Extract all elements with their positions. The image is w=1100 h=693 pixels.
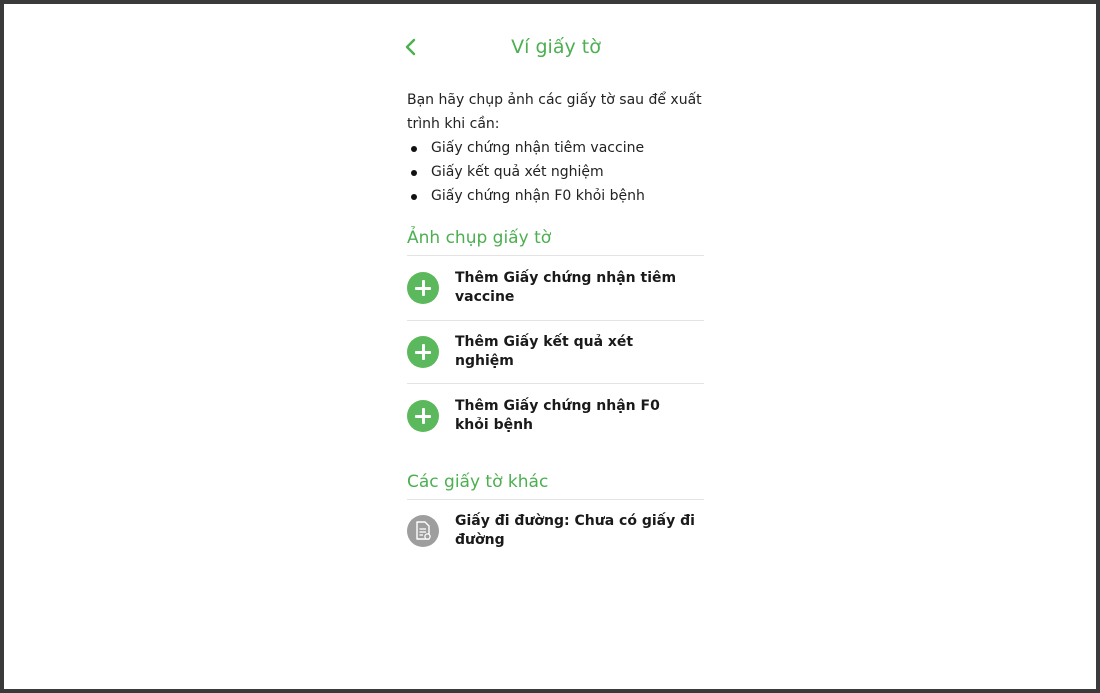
plus-circle-icon <box>407 336 439 368</box>
photos-section-title: Ảnh chụp giấy tờ <box>407 228 552 248</box>
list-item: Giấy chứng nhận tiêm vaccine <box>407 136 716 160</box>
plus-circle-icon <box>407 400 439 432</box>
required-docs-list <box>396 136 716 208</box>
travel-permit-label: Giấy đi đường: Chưa có giấy đi đường <box>455 513 695 548</box>
list-item: Giấy kết quả xét nghiệm <box>407 160 716 184</box>
list-item: Giấy chứng nhận F0 khỏi bệnh <box>407 184 716 208</box>
other-docs-section-title: Các giấy tờ khác <box>407 472 549 492</box>
add-test-result-label: Thêm Giấy kết quả xét nghiệm <box>455 334 634 369</box>
add-f0-recovery-certificate-button[interactable] <box>407 384 704 448</box>
intro-text: Bạn hãy chụp ảnh các giấy tờ sau để xuất trình khi cần: <box>407 92 702 132</box>
wallet-screen <box>396 26 716 562</box>
document-icon <box>407 515 439 547</box>
plus-circle-icon <box>407 272 439 304</box>
add-f0-recovery-certificate-label: Thêm Giấy chứng nhận F0 khỏi bệnh <box>455 398 660 433</box>
travel-permit-item[interactable] <box>407 500 704 562</box>
add-vaccine-certificate-button[interactable] <box>407 256 704 320</box>
add-test-result-button[interactable] <box>407 321 704 383</box>
header <box>396 26 716 72</box>
add-vaccine-certificate-label: Thêm Giấy chứng nhận tiêm vaccine <box>455 270 677 305</box>
page-title: Ví giấy tờ <box>511 36 601 58</box>
